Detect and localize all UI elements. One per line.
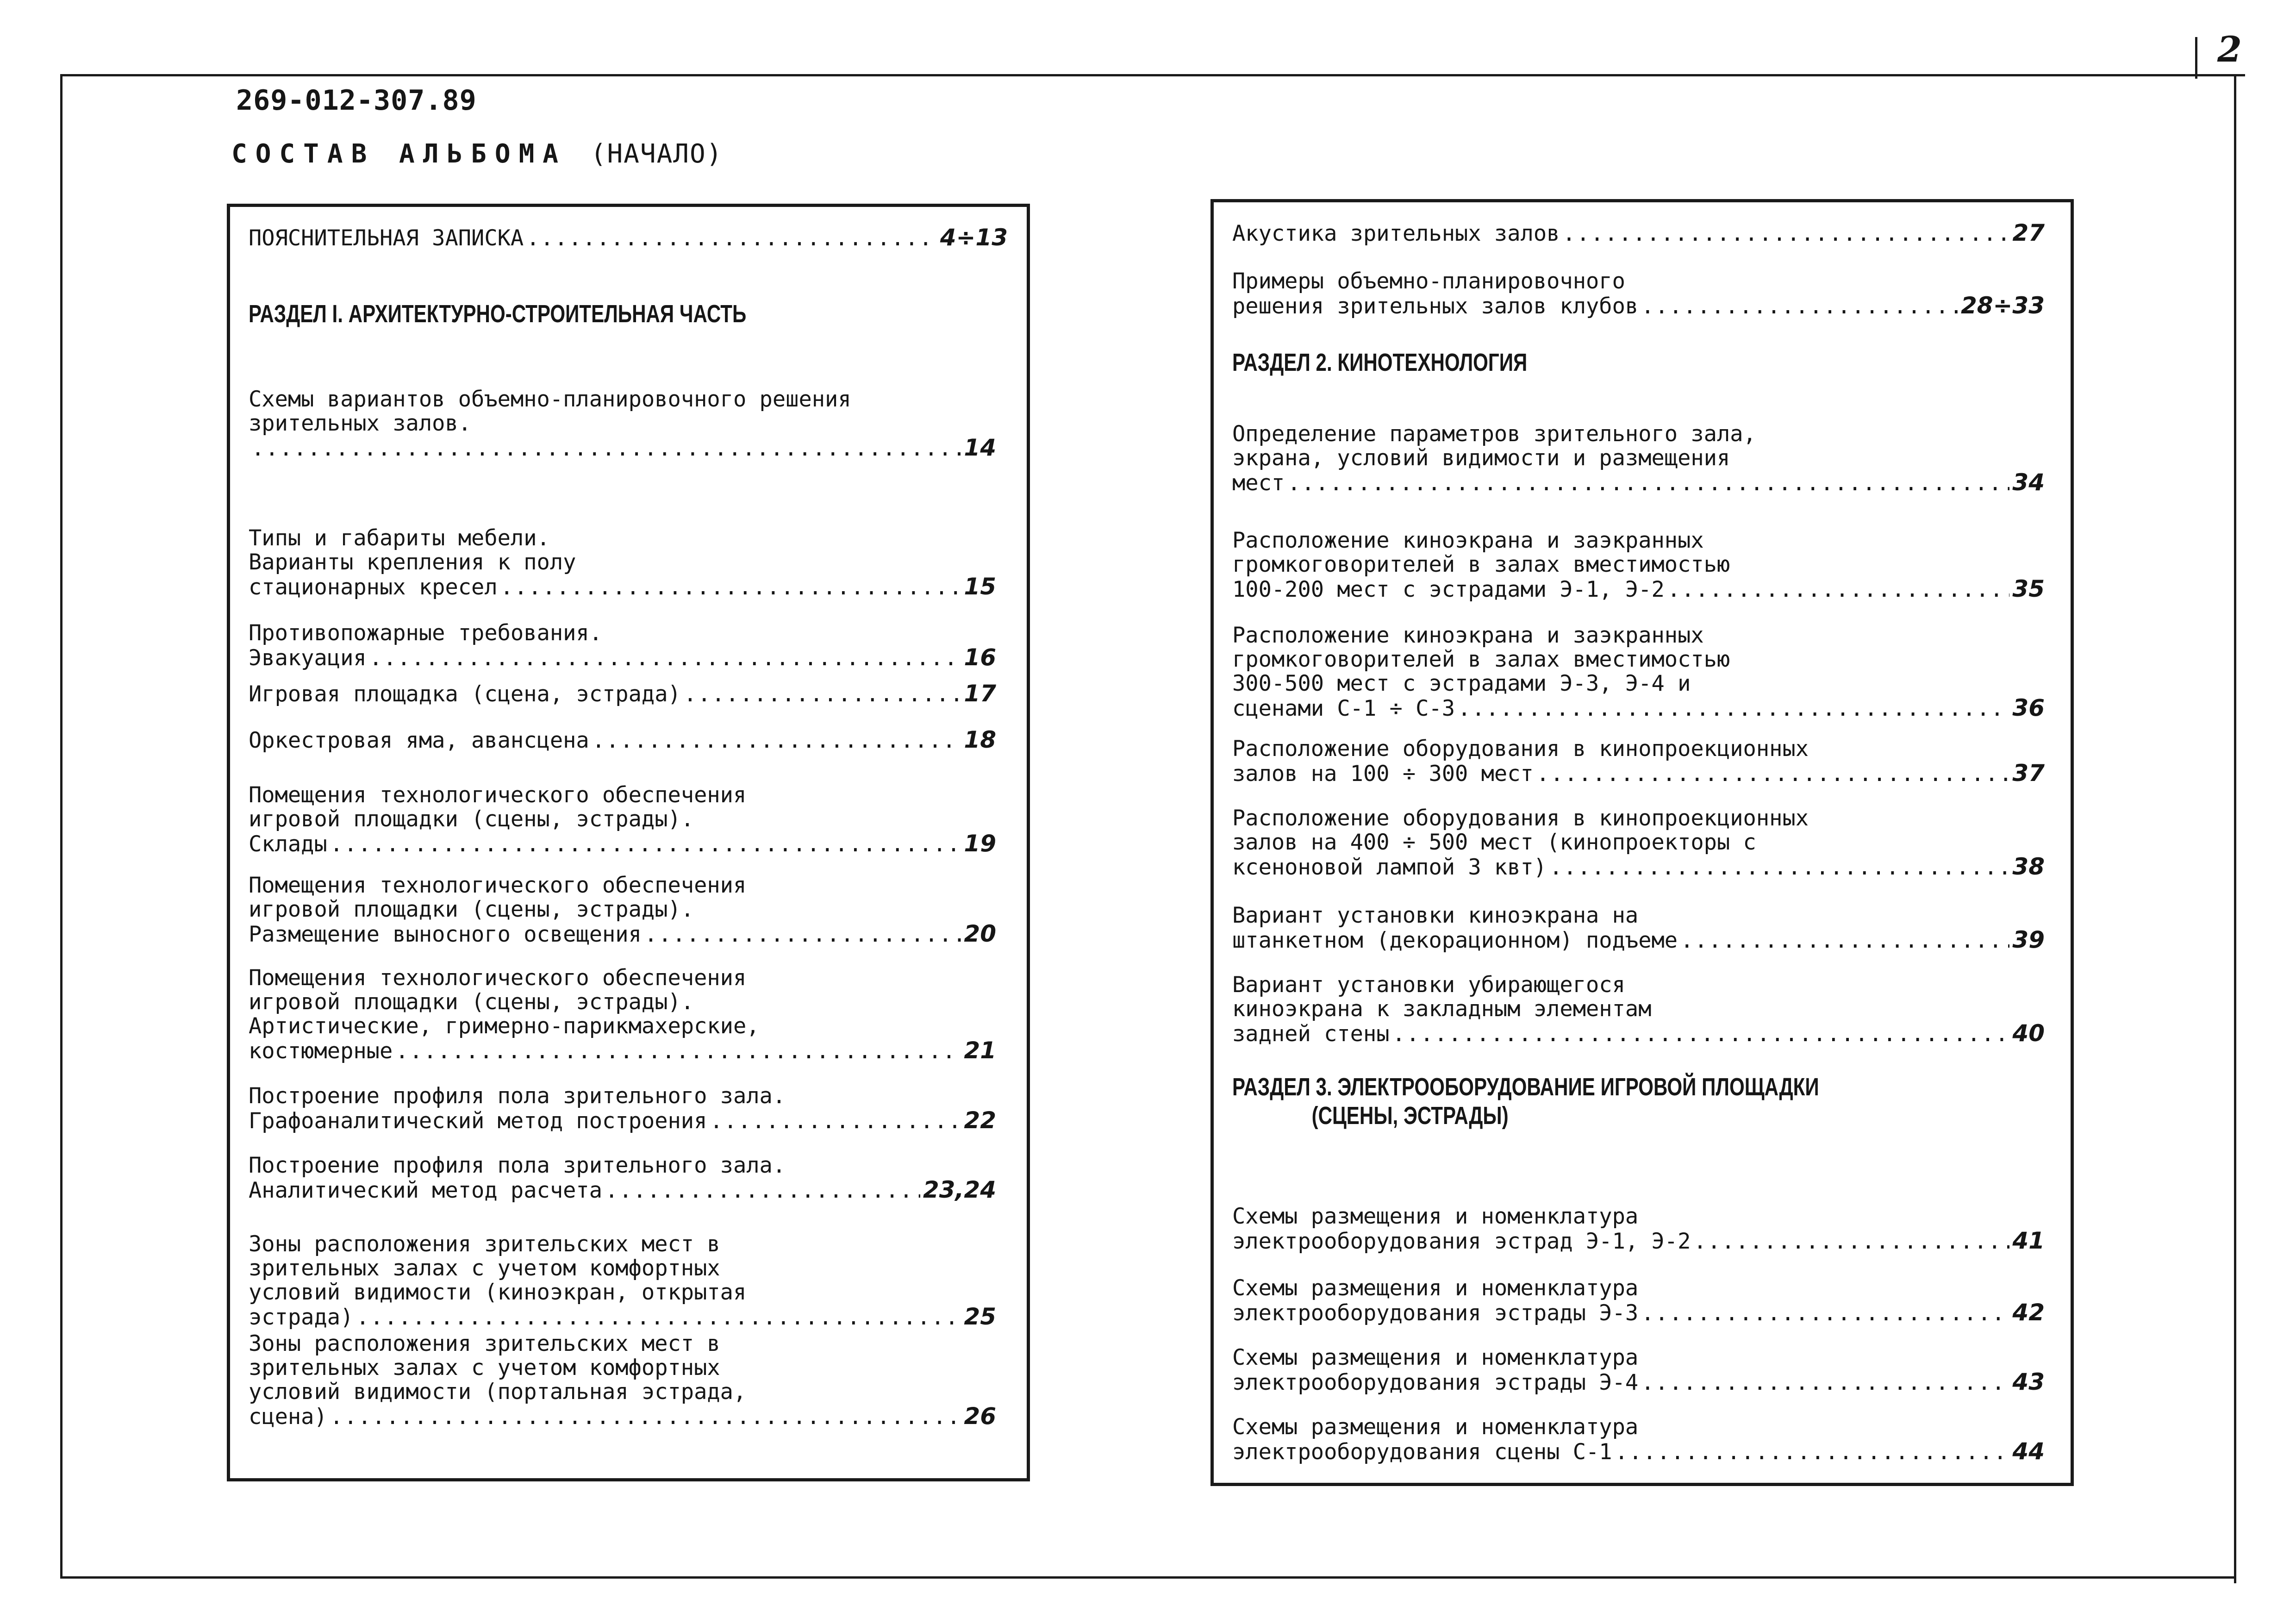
toc-entry-last-line	[1232, 470, 2045, 495]
toc-entry-text: Акустика зрительных залов	[1232, 221, 1560, 246]
page-reference: 21	[964, 1037, 996, 1064]
toc-entry	[249, 1232, 996, 1330]
toc-entry-line: Расположение оборудования в кинопроекционных	[1232, 806, 1809, 831]
toc-entry-text: Аналитический метод расчета	[249, 1178, 603, 1203]
toc-entry-last-line	[249, 575, 996, 600]
dot-leader	[592, 729, 961, 753]
toc-entry-text: Эвакуация	[249, 645, 367, 671]
toc-entry	[1232, 1205, 2045, 1254]
toc-entry-line: Расположение киноэкрана и заэкранных	[1232, 623, 1704, 648]
toc-entry-text: сценами С-1 ÷ С-3	[1232, 696, 1455, 721]
toc-entry	[249, 728, 996, 753]
toc-entry-text: электрооборудования эстрады Э-3	[1232, 1300, 1639, 1326]
toc-entry-text: сцена)	[249, 1404, 327, 1430]
page-reference: 18	[964, 726, 996, 753]
toc-entry	[249, 681, 996, 706]
toc-entry-last-line	[1232, 928, 2045, 953]
dot-leader	[1536, 762, 2010, 786]
toc-entry-last-line	[249, 1108, 996, 1133]
toc-entry-text: Игровая площадка (сцена, эстрада)	[249, 681, 681, 707]
dot-leader	[369, 646, 961, 670]
toc-entry-line: громкоговорителей в залах вместимостью	[1232, 647, 1730, 672]
document-code: 269-012-307.89	[236, 84, 477, 117]
page-reference: 22	[964, 1107, 996, 1134]
toc-entry-last-line	[1232, 221, 2045, 246]
dot-leader	[395, 1039, 961, 1063]
toc-entry-last-line	[1232, 1021, 2045, 1046]
page-reference: 37	[2012, 760, 2045, 787]
toc-entry-line: Расположение оборудования в кинопроекционных	[1232, 736, 1809, 762]
toc-entry	[1232, 1346, 2045, 1395]
toc-entry-line: Построение профиля пола зрительного зала.	[249, 1083, 786, 1109]
toc-entry-line: Расположение киноэкрана и заэкранных	[1232, 528, 1704, 553]
toc-entry-text: залов на 100 ÷ 300 мест	[1232, 761, 1534, 787]
toc-entry-line: Схемы размещения и номенклатура	[1232, 1414, 1639, 1440]
toc-entry-last-line	[1232, 696, 2045, 721]
page-reference: 23,24	[923, 1176, 996, 1203]
toc-entry-line: зрительных залов.	[249, 411, 472, 436]
toc-entry-last-line	[249, 831, 996, 856]
toc-entry	[249, 1154, 996, 1203]
toc-entry	[1232, 269, 2045, 319]
section-heading-line: РАЗДЕЛ 2. КИНОТЕХНОЛОГИЯ	[1232, 349, 1528, 376]
toc-box-right	[1210, 199, 2074, 1486]
toc-entry	[249, 1084, 996, 1133]
toc-entry	[249, 526, 996, 600]
toc-entry-line: Варианты крепления к полу	[249, 550, 576, 575]
toc-entry-line: Определение параметров зрительного зала,	[1232, 421, 1756, 447]
toc-entry-last-line	[249, 1404, 996, 1429]
toc-entry-line: условий видимости (киноэкран, открытая	[249, 1280, 747, 1305]
toc-entry	[1232, 1276, 2045, 1325]
page-reference: 41	[2012, 1227, 2045, 1254]
frame-right-line	[2234, 74, 2236, 1583]
toc-entry-line: экрана, условий видимости и размещения	[1232, 445, 1730, 471]
toc-entry-line: залов на 400 ÷ 500 мест (кинопроекторы с	[1232, 830, 1756, 855]
toc-entry-line: Артистические, гримерно-парикмахерские,	[249, 1013, 760, 1039]
toc-entry-line: игровой площадки (сцены, эстрады).	[249, 989, 694, 1015]
page-reference: 14	[964, 434, 996, 461]
dot-leader	[1562, 222, 2009, 246]
frame-top-line	[60, 74, 2245, 76]
dot-leader	[330, 1405, 961, 1429]
toc-entry-last-line	[1232, 1229, 2045, 1254]
toc-entry	[249, 1332, 996, 1429]
toc-entry-text: стационарных кресел	[249, 575, 498, 600]
dot-leader	[356, 1305, 961, 1330]
toc-entry-text: электрооборудования эстрад Э-1, Э-2	[1232, 1229, 1691, 1254]
frame-left-line	[60, 74, 62, 1579]
dot-leader	[1641, 1371, 2009, 1395]
page-reference: 38	[2012, 853, 2045, 880]
dot-leader	[330, 832, 961, 856]
section-heading	[1232, 1073, 1819, 1130]
toc-entry-line: Вариант установки убирающегося	[1232, 972, 1625, 998]
toc-entry-text: Склады	[249, 831, 327, 857]
dot-leader	[1680, 929, 2009, 953]
toc-entry-text: ПОЯСНИТЕЛЬНАЯ ЗАПИСКА	[249, 225, 524, 251]
toc-entry-last-line	[249, 922, 996, 947]
dot-leader	[1615, 1440, 2010, 1464]
page-reference: 16	[964, 644, 996, 671]
toc-entry-last-line	[249, 1178, 996, 1203]
section-heading-line: (СЦЕНЫ, ЭСТРАДЫ)	[1311, 1102, 1509, 1130]
toc-entry-last-line	[1232, 577, 2045, 602]
toc-entry	[1232, 529, 2045, 602]
dot-leader	[1458, 697, 2009, 721]
toc-entry-last-line	[249, 681, 996, 706]
toc-entry-line: зрительных залах с учетом комфортных	[249, 1355, 720, 1380]
toc-entry-text: штанкетном (декорационном) подъеме	[1232, 928, 1678, 953]
album-title-tail: (НАЧАЛО)	[590, 139, 723, 169]
toc-entry-last-line	[1232, 294, 2045, 319]
toc-entry-last-line	[249, 225, 1008, 250]
album-title	[231, 139, 723, 169]
toc-entry-line: киноэкрана к закладным элементам	[1232, 996, 1652, 1022]
dot-leader	[684, 682, 961, 706]
toc-entry-line: 300-500 мест с эстрадами Э-3, Э-4 и	[1232, 671, 1691, 696]
dot-leader	[1287, 471, 2009, 495]
toc-entry-text: 100-200 мест с эстрадами Э-1, Э-2	[1232, 577, 1665, 602]
toc-entry-line: Примеры объемно-планировочного	[1232, 269, 1625, 294]
page-reference: 15	[964, 573, 996, 600]
section-heading-line: РАЗДЕЛ I. АРХИТЕКТУРНО-СТРОИТЕЛЬНАЯ ЧАСТЬ	[249, 300, 747, 328]
page-reference: 44	[2012, 1438, 2045, 1465]
page-reference: 34	[2012, 469, 2045, 496]
dot-leader	[644, 923, 961, 947]
toc-entry-line: Схемы размещения и номенклатура	[1232, 1345, 1639, 1370]
page-reference: 40	[2012, 1020, 2045, 1047]
toc-entry-line: зрительных залах с учетом комфортных	[249, 1255, 720, 1281]
section-heading	[1232, 348, 1527, 377]
page-reference: 4÷13	[940, 224, 1008, 251]
toc-entry-line: игровой площадки (сцены, эстрады).	[249, 897, 694, 922]
sheet-number-divider	[2195, 37, 2197, 79]
toc-box-left	[227, 204, 1030, 1481]
toc-entry-line: Зоны расположения зрительских мест в	[249, 1331, 720, 1356]
toc-entry-text: задней стены	[1232, 1021, 1390, 1047]
toc-entry-last-line	[249, 728, 996, 753]
toc-entry-line: условий видимости (портальная эстрада,	[249, 1379, 747, 1405]
dot-leader	[1392, 1022, 2010, 1046]
toc-entry-line: громкоговорителей в залах вместимостью	[1232, 552, 1730, 577]
page-reference: 27	[2012, 219, 2045, 246]
dot-leader	[1641, 294, 1958, 319]
toc-entry-text: решения зрительных залов клубов	[1232, 294, 1639, 319]
toc-entry-text: Размещение выносного освещения	[249, 922, 642, 947]
page-reference: 25	[964, 1303, 996, 1330]
toc-entry	[1232, 737, 2045, 786]
toc-entry	[1232, 221, 2045, 246]
toc-entry-last-line	[249, 645, 996, 670]
toc-entry	[1232, 1415, 2045, 1464]
toc-entry-last-line	[249, 1305, 996, 1330]
toc-entry	[249, 387, 996, 461]
toc-entry-line: Вариант установки киноэкрана на	[1232, 903, 1639, 928]
toc-entry-last-line	[1232, 761, 2045, 786]
toc-entry-last-line	[1232, 1370, 2045, 1395]
section-heading	[249, 300, 746, 328]
page-reference: 28÷33	[1960, 292, 2045, 319]
toc-entry-text: ксеноновой лампой 3 квт)	[1232, 855, 1547, 880]
toc-entry-last-line	[1232, 1300, 2045, 1325]
toc-entry-line: игровой площадки (сцены, эстрады).	[249, 806, 694, 832]
toc-entry-line: Помещения технологического обеспечения	[249, 965, 747, 991]
dot-leader	[526, 226, 937, 250]
toc-entry-line: Помещения технологического обеспечения	[249, 873, 747, 898]
section-heading-line: РАЗДЕЛ 3. ЭЛЕКТРООБОРУДОВАНИЕ ИГРОВОЙ ПЛОЩАДКИ	[1232, 1073, 1819, 1101]
page-reference: 19	[964, 830, 996, 857]
toc-entry	[1232, 624, 2045, 721]
page-reference: 36	[2012, 694, 2045, 721]
toc-entry	[249, 783, 996, 856]
frame-bottom-line	[60, 1576, 2236, 1579]
toc-entry	[1232, 806, 2045, 880]
toc-entry-line: Схемы размещения и номенклатура	[1232, 1275, 1639, 1301]
toc-entry	[1232, 973, 2045, 1046]
dot-leader	[251, 437, 961, 461]
toc-entry-last-line	[249, 1038, 996, 1063]
sheet-number: 2	[2217, 29, 2242, 70]
toc-entry-line: Противопожарные требования.	[249, 620, 603, 646]
dot-leader	[605, 1179, 920, 1203]
toc-entry-text: Оркестровая яма, авансцена	[249, 728, 589, 753]
toc-entry-text: костюмерные	[249, 1038, 393, 1064]
toc-entry	[249, 874, 996, 947]
toc-entry	[249, 966, 996, 1063]
toc-entry-text: электрооборудования сцены С-1	[1232, 1439, 1612, 1465]
dot-leader	[500, 575, 961, 600]
page-reference: 35	[2012, 575, 2045, 602]
page-reference: 39	[2012, 926, 2045, 953]
album-title-main: СОСТАВ АЛЬБОМА	[231, 139, 567, 169]
toc-entry-line: Схемы размещения и номенклатура	[1232, 1204, 1639, 1229]
dot-leader	[1693, 1230, 2009, 1254]
toc-entry	[249, 225, 1008, 250]
toc-entry-line: Зоны расположения зрительских мест в	[249, 1231, 720, 1257]
page-reference: 43	[2012, 1368, 2045, 1395]
toc-entry-text: Графоаналитический метод построения	[249, 1108, 707, 1134]
page-reference: 42	[2012, 1299, 2045, 1326]
toc-entry-line: Типы и габариты мебели.	[249, 525, 550, 551]
toc-entry-line: Построение профиля пола зрительного зала.	[249, 1153, 786, 1178]
toc-entry	[1232, 904, 2045, 953]
toc-entry-text: электрооборудования эстрады Э-4	[1232, 1370, 1639, 1395]
toc-entry-text: мест	[1232, 470, 1285, 496]
toc-entry	[1232, 422, 2045, 495]
dot-leader	[710, 1109, 961, 1133]
toc-entry-line: Схемы вариантов объемно-планировочного решения	[249, 387, 851, 412]
toc-entry-last-line	[249, 436, 996, 461]
toc-entry-last-line	[1232, 855, 2045, 880]
page-reference: 26	[964, 1403, 996, 1430]
toc-entry-line: Помещения технологического обеспечения	[249, 782, 747, 808]
dot-leader	[1549, 856, 2009, 880]
dot-leader	[1641, 1301, 2009, 1325]
toc-entry-last-line	[1232, 1439, 2045, 1464]
page-reference: 20	[964, 920, 996, 947]
toc-entry-text: эстрада)	[249, 1305, 354, 1330]
dot-leader	[1667, 578, 2010, 602]
toc-entry	[249, 621, 996, 670]
page-reference: 17	[964, 680, 996, 707]
